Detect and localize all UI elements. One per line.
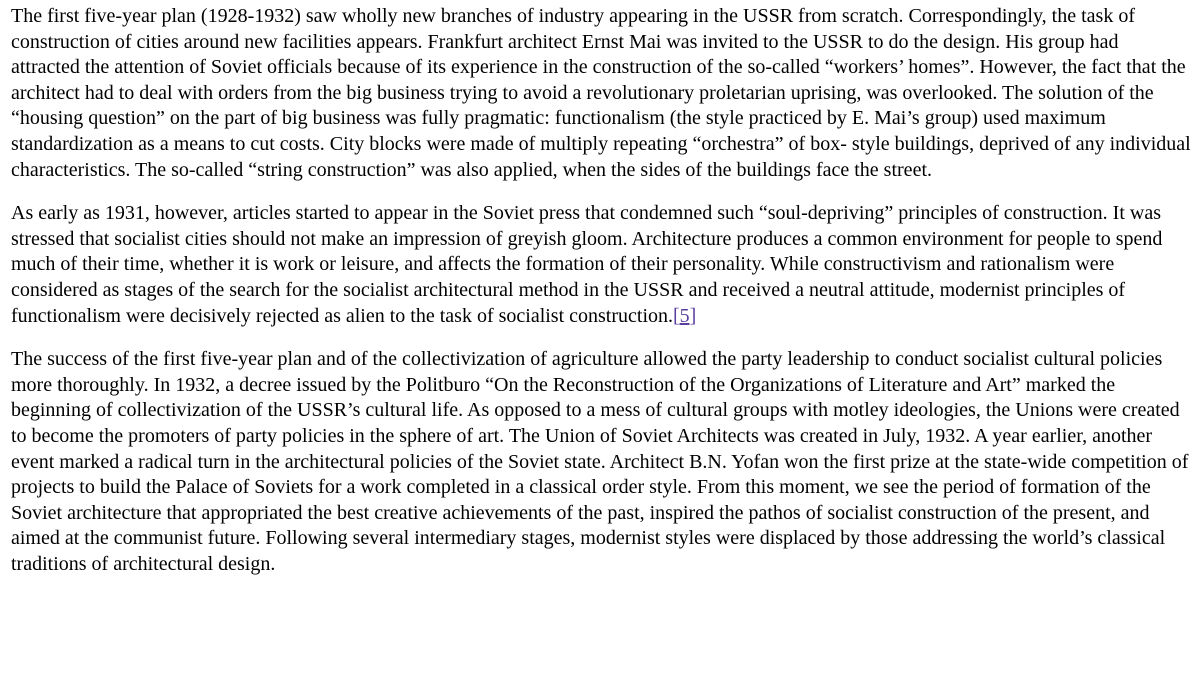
paragraph-text: The first five-year plan (1928-1932) saw wholly new branches of industry appearing in the USSR from scratch. Correspondingly, the task of construction of cities around new facilities appears. Frankfurt architect Ernst Mai was invited to the USSR to do the design. His group had attracted the attention of Soviet officials because of its experience in the construction of the so-called “workers’ homes”. However, the fact that the architect had to deal with orders from the big business trying to avoid a revolutionary proletarian uprising, was overlooked. The solution of the “housing question” on the part of big business was fully pragmatic: functionalism (the style practiced by E. Mai’s group) used maximum standardization as a means to cut costs. City blocks were made of multiply repeating “orchestra” of box- style buildings, deprived of any individual characteristics. The so-called “string construction” was also applied, when the sides of the buildings face the street.: [11, 5, 1191, 181]
paragraph-text: As early as 1931, however, articles started to appear in the Soviet press that condemned such “soul-depriving” principles of construction. It was stressed that socialist cities should not make an impression of greyish gloom. Architecture produces a common environment for people to spend much of their time, whether it is work or leisure, and affects the formation of their personality. While constructivism and rationalism were considered as stages of the search for the socialist architectural method in the USSR and received a neutral attitude, modernist principles of functionalism were decisively rejected as alien to the task of socialist construction.: [11, 202, 1163, 327]
paragraph-soviet-press-1931: [11, 201, 1191, 329]
footnote-link-5[interactable]: [5]: [673, 304, 697, 327]
paragraph-text: The success of the first five-year plan and of the collectivization of agriculture allowed the party leadership to conduct socialist cultural policies more thoroughly. In 1932, a decree issued by the Politburo “On the Reconstruction of the Organizations of Literature and Art” marked the beginning of collectivization of the USSR’s cultural life. As opposed to a mess of cultural groups with motley ideologies, the Unions were created to become the promoters of party policies in the sphere of art. The Union of Soviet Architects was created in July, 1932. A year earlier, another event marked a radical turn in the architectural policies of the Soviet state. Architect B.N. Yofan won the first prize at the state-wide competition of projects to build the Palace of Soviets for a work completed in a classical order style. From this moment, we see the period of formation of the Soviet architecture that appropriated the best creative achievements of the past, inspired the pathos of socialist construction of the present, and aimed at the communist future. Following several intermediary stages, modernist styles were displaced by those addressing the world’s classical traditions of architectural design.: [11, 348, 1189, 575]
article-body: [11, 4, 1191, 595]
paragraph-collectivization-culture: [11, 347, 1191, 577]
paragraph-first-five-year-plan: [11, 4, 1191, 183]
